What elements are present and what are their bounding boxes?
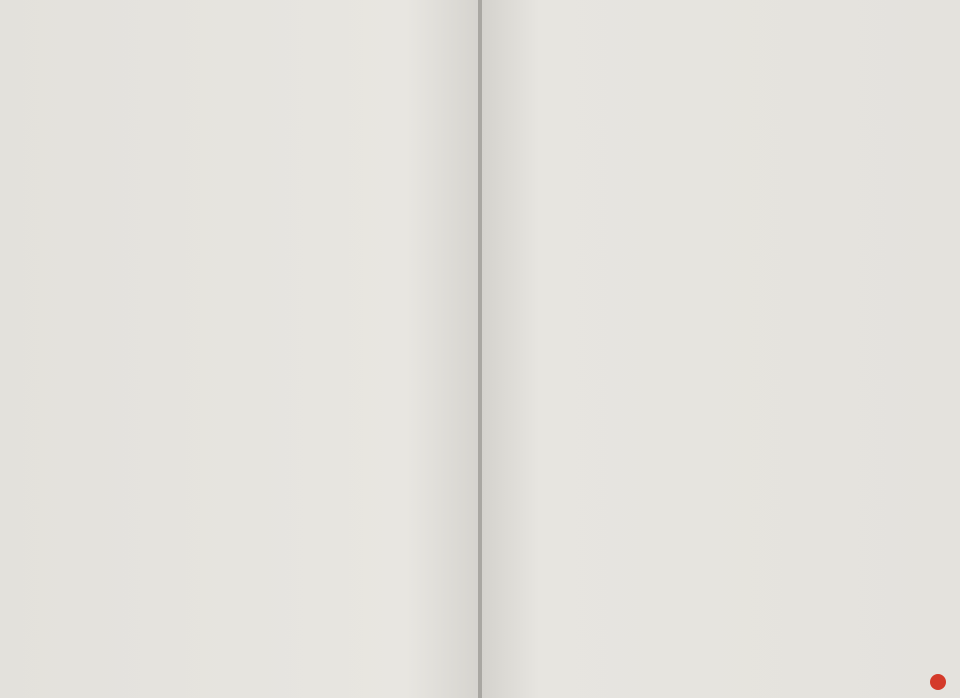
watermark-badge [930, 674, 946, 690]
watermark [928, 670, 946, 692]
toc-right [502, 38, 932, 90]
left-page [0, 0, 478, 698]
toc-left [28, 40, 468, 54]
right-page [482, 0, 960, 698]
